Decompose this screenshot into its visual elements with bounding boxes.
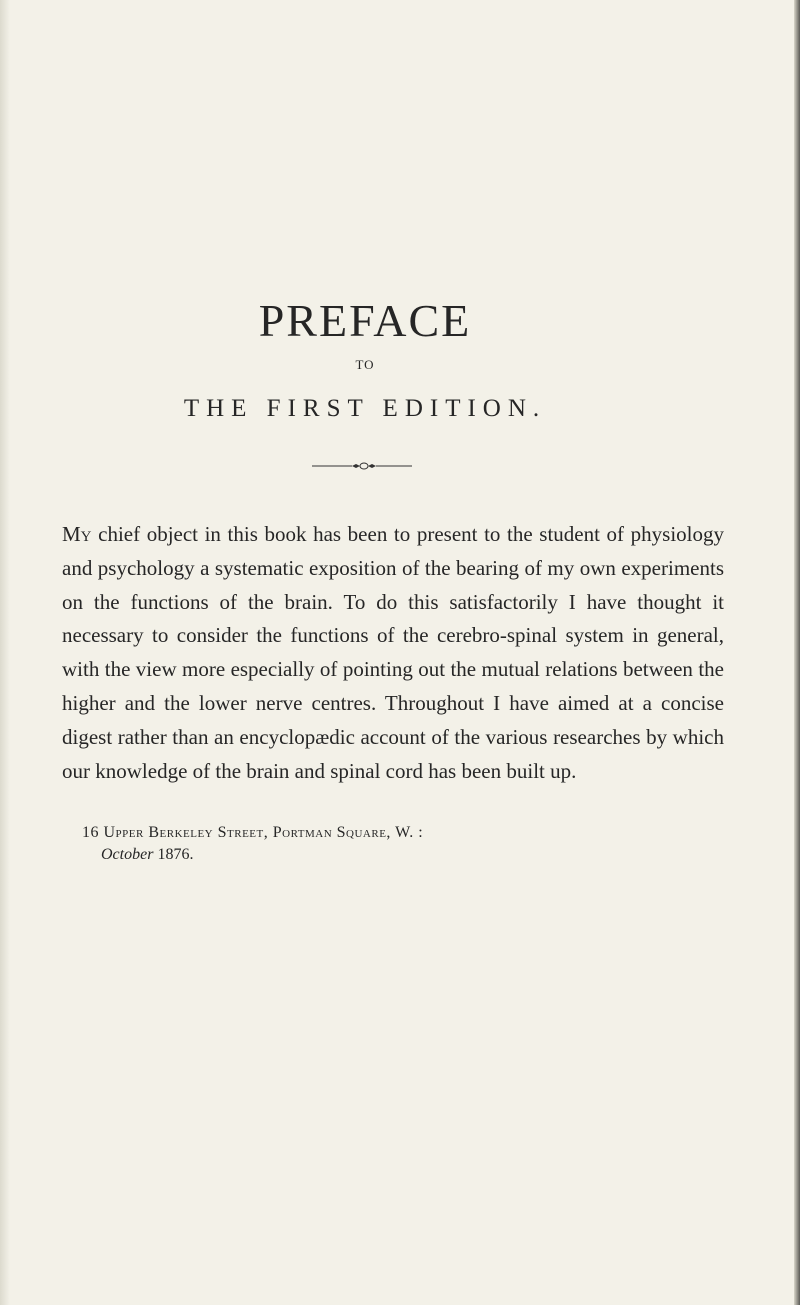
preface-paragraph [62,518,724,788]
date-month: October [101,846,154,863]
preface-title: PREFACE [258,295,472,346]
signature-date [101,844,401,866]
ornament-divider-icon [312,460,412,472]
address-text: 16 Upper Berkeley Street, Portman Square, W. : [82,824,424,841]
preface-to: TO [355,357,375,372]
date-year: 1876. [157,846,194,863]
signature-address [82,822,722,844]
paragraph-text: chief object in this book has been to present to the student of physiology and psychology a systematic exposition of the bearing of my own experiments on the functions of the brain. To do this satisfactorily I have thought it necessary to consider the functions of the cerebro-spinal system in general, with the view more especially of pointing out the mutual relations between the higher and the lower nerve centres. Throughout I have aimed at a concise digest rather than an encyclopædic account of the various researches by which our knowledge of the brain and spinal cord has been built up. [62,522,724,783]
page-gutter [0,0,10,1305]
preface-subtitle: THE FIRST EDITION. [183,395,547,422]
paragraph-lead: My [62,522,92,546]
page-edge [794,0,800,1305]
